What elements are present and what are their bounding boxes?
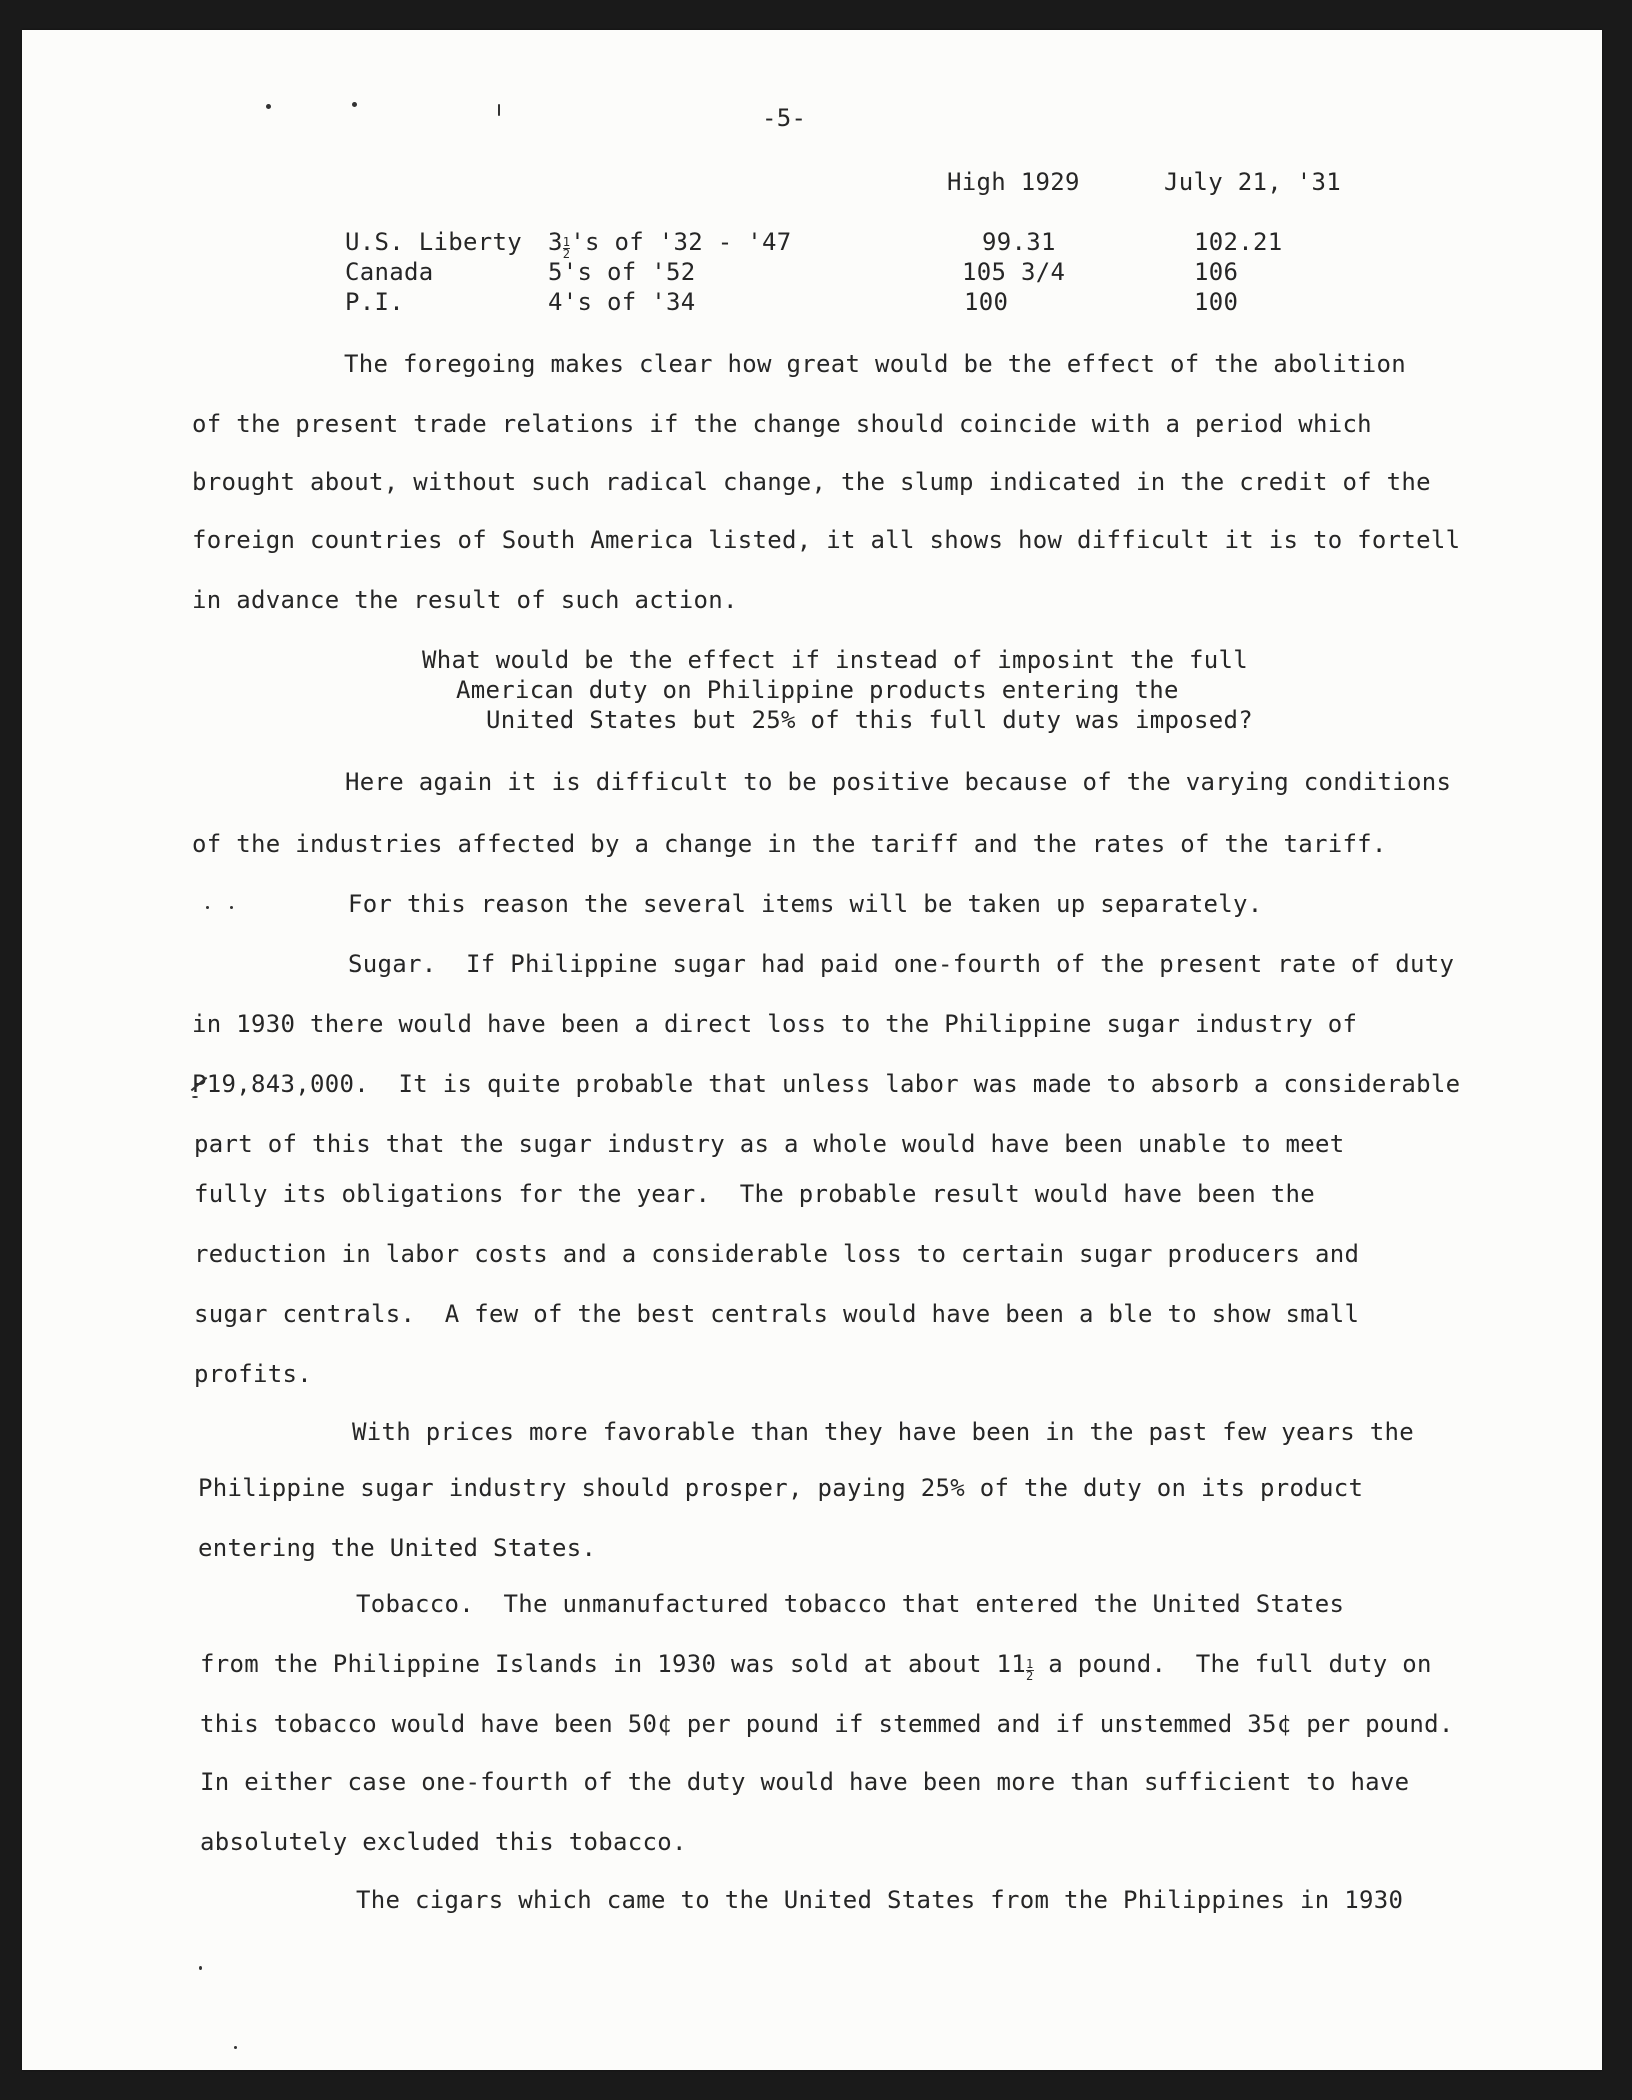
- paragraph-line: brought about, without such radical change, the slump indicated in the credit of the: [192, 468, 1431, 496]
- scan-speck: [234, 2046, 237, 2049]
- sugar-paragraph-line: fully its obligations for the year. The probable result would have been the: [194, 1180, 1315, 1208]
- document-page: [22, 30, 1602, 2070]
- sugar-paragraph-line: reduction in labor costs and a considerable loss to certain sugar producers and: [194, 1240, 1360, 1268]
- table-row-high-1929: 105 3/4: [962, 258, 1066, 286]
- page-number: -5-: [762, 104, 807, 132]
- fraction-half: $\frac{1}{2}$: [1025, 1657, 1034, 1683]
- tobacco-paragraph-line: Tobacco. The unmanufactured tobacco that entered the United States: [356, 1590, 1345, 1618]
- sugar-paragraph-line: part of this that the sugar industry as a whole would have been unable to meet: [194, 1130, 1345, 1158]
- scan-speck: [266, 104, 271, 109]
- tobacco-paragraph-line: In either case one-fourth of the duty would have been more than sufficient to have: [200, 1768, 1410, 1796]
- scan-speck: [199, 1966, 202, 1970]
- tobacco-paragraph-line: this tobacco would have been 50¢ per pound if stemmed and if unstemmed 35¢ per pound.: [200, 1710, 1454, 1738]
- paragraph-line: The cigars which came to the United States from the Philippines in 1930: [356, 1886, 1404, 1914]
- paragraph-line: entering the United States.: [198, 1534, 597, 1562]
- question-line: What would be the effect if instead of imposint the full: [422, 646, 1248, 674]
- table-row-security: U.S. Liberty: [345, 228, 522, 256]
- paragraph-line: foreign countries of South America listed, it all shows how difficult it is to fortell: [192, 526, 1461, 554]
- sugar-paragraph-line: Sugar. If Philippine sugar had paid one-fourth of the present rate of duty: [348, 950, 1455, 978]
- paragraph-line: For this reason the several items will be taken up separately.: [348, 890, 1263, 918]
- table-row-security: P.I.: [345, 288, 404, 316]
- peso-sign: P: [192, 1070, 207, 1098]
- table-row-july-1931: 106: [1194, 258, 1239, 286]
- paragraph-line: of the present trade relations if the change should coincide with a period which: [192, 410, 1372, 438]
- column-header-high-1929: High 1929: [947, 168, 1080, 196]
- sugar-paragraph-line: P19,843,000. It is quite probable that unless labor was made to absorb a considerable: [192, 1070, 1461, 1098]
- tobacco-paragraph-line: from the Philippine Islands in 1930 was sold at about 11 $\frac{1}{2}$ a pound. The full duty on: [200, 1650, 1432, 1683]
- table-row-high-1929: 100: [964, 288, 1009, 316]
- paragraph-line: of the industries affected by a change in the tariff and the rates of the tariff.: [192, 830, 1387, 858]
- question-line: American duty on Philippine products entering the: [456, 676, 1179, 704]
- paragraph-line: Here again it is difficult to be positive because of the varying conditions: [345, 768, 1452, 796]
- table-row-security: Canada: [345, 258, 434, 286]
- scan-speck: [206, 906, 209, 909]
- question-line: United States but 25% of this full duty was imposed?: [486, 706, 1253, 734]
- column-header-july-1931: July 21, '31: [1164, 168, 1341, 196]
- paragraph-line: With prices more favorable than they have been in the past few years the: [352, 1418, 1414, 1446]
- fraction-half: $\frac{1}{2}$: [562, 235, 571, 261]
- sugar-paragraph-line: in 1930 there would have been a direct loss to the Philippine sugar industry of: [192, 1010, 1358, 1038]
- sugar-paragraph-line: sugar centrals. A few of the best centrals would have been a ble to show small: [194, 1300, 1360, 1328]
- tobacco-paragraph-line: absolutely excluded this tobacco.: [200, 1828, 687, 1856]
- table-row-issue: 4's of '34: [548, 288, 696, 316]
- paragraph-line: The foregoing makes clear how great would be the effect of the abolition: [344, 350, 1406, 378]
- table-row-issue: 5's of '52: [548, 258, 696, 286]
- table-row-issue: 3 $\frac{1}{2}$ 's of '32 - '47: [548, 228, 792, 261]
- table-row-july-1931: 100: [1194, 288, 1239, 316]
- table-row-high-1929: 99.31: [982, 228, 1056, 256]
- paragraph-line: in advance the result of such action.: [192, 586, 738, 614]
- scan-speck: [352, 102, 357, 107]
- table-row-july-1931: 102.21: [1194, 228, 1283, 256]
- scan-speck: [498, 104, 500, 116]
- paragraph-line: Philippine sugar industry should prosper, paying 25% of the duty on its product: [198, 1474, 1364, 1502]
- scan-speck: [230, 906, 233, 909]
- sugar-paragraph-line: profits.: [194, 1360, 312, 1388]
